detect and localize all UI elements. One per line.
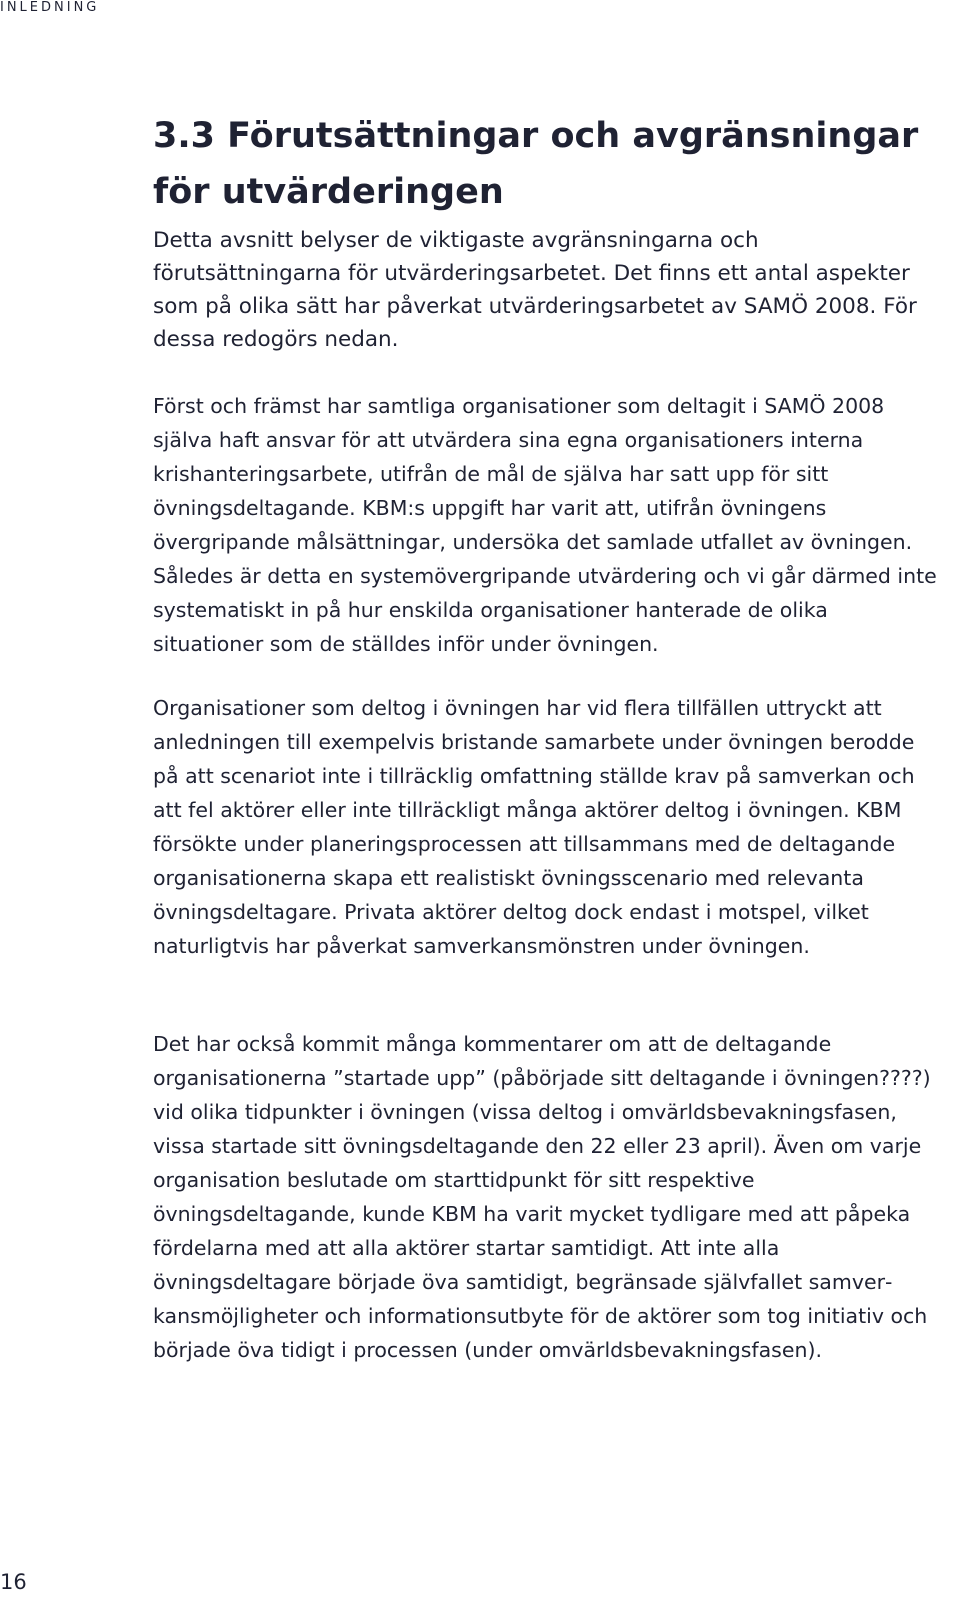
body-paragraph: Det har också kommit många kommentarer om att de deltagande organisationerna ”startade upp” (påbörjade sitt deltagande i övningen????) vid olika tidpunkter i övningen (vissa deltog i omvärldsbevakningsfasen, vissa startade sitt övningsdeltagande den 22 eller 23 april). Även om varje organisation beslutade om starttidpunkt för sitt respektive övningsdeltagande, kunde KBM ha varit mycket tydligare med att påpeka fördelarna med att alla aktörer startar samtidigt. Att inte alla övningsdeltagare började öva samtidigt, begränsade självfallet samverkansmöjligheter och informationsutbyte för de aktörer som tog initiativ och började öva tidigt i processen (under omvärldsbevakningsfasen).: [153, 1032, 931, 1362]
body-paragraph: Organisationer som deltog i övningen har vid flera tillfällen uttryckt att anledningen till exempelvis bristande samarbete under övningen berodde på att scenariot inte i tillräcklig omfattning ställde krav på samverkan och att fel aktörer eller inte tillräckligt många aktörer deltog i övningen. KBM försökte under planeringsprocessen att tillsammans med de deltagande organisationerna skapa ett realistiskt övningsscenario med relevanta övningsdeltagare. Privata aktörer deltog dock endast i motspel, vilket naturligtvis har påverkat samverkansmönstren under övningen.: [153, 696, 915, 958]
body-paragraph: Först och främst har samtliga organisationer som deltagit i SAMÖ 2008 själva haft ansvar för att utvärdera sina egna organisationers interna krishanteringsarbete, utifrån de mål de själva har satt upp för sitt övningsdeltagande. KBM:s uppgift har varit att, utifrån övningens övergripande målsättningar, undersöka det samlade utfallet av övningen. Således är detta en systemövergripande utvärdering och vi går därmed inte systematiskt in på hur enskilda organisationer hanterade de olika situationer som de ställdes inför under övningen.: [153, 394, 937, 656]
running-head: INLEDNING: [0, 0, 100, 15]
section-intro: Detta avsnitt belyser de viktigaste avgränsningarna och förutsättningarna för utvärderingsarbetet. Det finns ett antal aspekter som på olika sätt har påverkat utvärderingsarbetet av SAMÖ 2008. För dessa redogörs nedan.: [153, 228, 917, 352]
page-number: 16: [0, 1570, 27, 1594]
section-title: 3.3 Förutsättningar och avgränsningar för utvärderingen: [153, 116, 919, 212]
